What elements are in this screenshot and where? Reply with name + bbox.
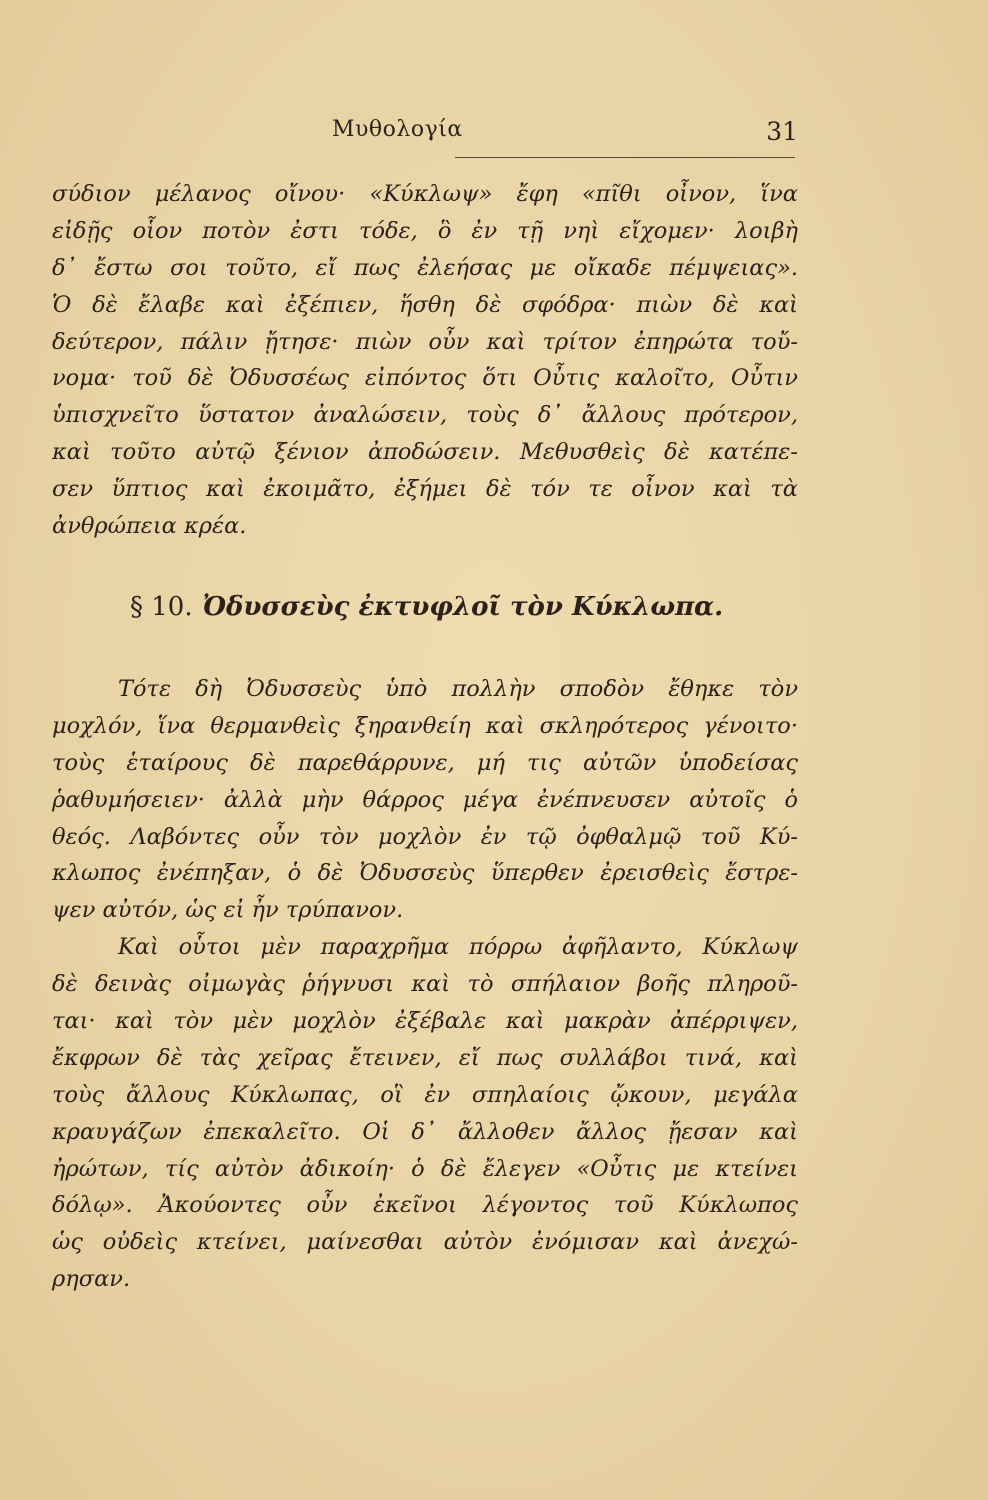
text-line: σεν ὕπτιος καὶ ἐκοιμᾶτο, ἐξήμει δὲ τόν τε οἶνον καὶ τὰ — [52, 476, 798, 503]
running-title: Μυθολογία — [332, 117, 463, 142]
text-line: σύδιον μέλανος οἴνου· «Κύκλωψ» ἔφη «πῖθι οἶνον, ἵνα — [52, 181, 798, 207]
text-line: Τότε δὴ Ὀδυσσεὺς ὑπὸ πολλὴν σποδὸν ἔθηκε τὸν — [118, 676, 798, 702]
text-line: κλωπος ἐνέπηξαν, ὁ δὲ Ὀδυσσεὺς ὕπερθεν ἐρεισθεὶς ἔστρε- — [52, 860, 798, 887]
text-line: δ᾽ ἔστω σοι τοῦτο, εἴ πως ἐλεήσας με οἴκαδε πέμψειας». — [52, 254, 798, 281]
text-line: νομα· τοῦ δὲ Ὀδυσσέως εἰπόντος ὅτι Οὖτις καλοῖτο, Οὖτιν — [52, 365, 798, 392]
text-line: ὡς οὐδεὶς κτείνει, μαίνεσθαι αὐτὸν ἐνόμισαν καὶ ἀνεχώ- — [52, 1229, 798, 1256]
text-line: ἠρώτων, τίς αὐτὸν ἀδικοίη· ὁ δὲ ἔλεγεν «Οὖτις με κτείνει — [52, 1155, 798, 1182]
header-rule — [455, 157, 795, 158]
text-line: ἔκφρων δὲ τὰς χεῖρας ἔτεινεν, εἴ πως συλλάβοι τινά, καὶ — [52, 1044, 798, 1071]
section-heading — [130, 592, 723, 622]
text-line: δεύτερον, πάλιν ᾔτησε· πιὼν οὖν καὶ τρίτον ἐπηρώτα τοὔ- — [52, 328, 798, 355]
text-line: δὲ δεινὰς οἰμωγὰς ῥήγνυσι καὶ τὸ σπήλαιον βοῆς πληροῦ- — [52, 971, 798, 998]
section-title: Ὀδυσσεὺς ἐκτυφλοῖ τὸν Κύκλωπα. — [202, 592, 724, 622]
text-line: ψεν αὐτόν, ὡς εἰ ἦν τρύπανον. — [52, 897, 404, 924]
paragraph-1 — [52, 176, 798, 545]
page-number: 31 — [766, 117, 798, 146]
text-line: ἀνθρώπεια κρέα. — [52, 513, 247, 540]
text-line: τοὺς ἄλλους Κύκλωπας, οἳ ἐν σπηλαίοις ᾤκουν, μεγάλα — [52, 1081, 798, 1108]
section-number: § 10. — [130, 592, 193, 622]
page-header — [52, 117, 798, 151]
paragraph-2-3 — [52, 671, 798, 1298]
text-line: κραυγάζων ἐπεκαλεῖτο. Οἱ δ᾽ ἄλλοθεν ἄλλος ᾔεσαν καὶ — [52, 1118, 798, 1145]
text-line: τοὺς ἑταίρους δὲ παρεθάρρυνε, μή τις αὐτῶν ὑποδείσας — [52, 749, 798, 776]
text-line: ται· καὶ τὸν μὲν μοχλὸν ἐξέβαλε καὶ μακρὰν ἀπέρριψεν, — [52, 1008, 798, 1035]
text-line: ρησαν. — [52, 1266, 131, 1293]
text-line: καὶ τοῦτο αὐτῷ ξένιον ἀποδώσειν. Μεθυσθεὶς δὲ κατέπε- — [52, 439, 798, 466]
text-line: ῥαθυμήσειεν· ἀλλὰ μὴν θάρρος μέγα ἐνέπνευσεν αὐτοῖς ὁ — [52, 786, 798, 813]
text-line: δόλῳ». Ἀκούοντες οὖν ἐκεῖνοι λέγοντος τοῦ Κύκλωπος — [52, 1192, 798, 1219]
text-line: μοχλόν, ἵνα θερμανθεὶς ξηρανθείη καὶ σκληρότερος γένοιτο· — [52, 712, 798, 739]
text-line: ὑπισχνεῖτο ὕστατον ἀναλώσειν, τοὺς δ᾽ ἄλλους πρότερον, — [52, 402, 798, 429]
text-line: Καὶ οὗτοι μὲν παραχρῆμα πόρρω ἀφῆλαντο, Κύκλωψ — [118, 934, 798, 961]
text-line: Ὁ δὲ ἔλαβε καὶ ἐξέπιεν, ἥσθη δὲ σφόδρα· πιὼν δὲ καὶ — [52, 291, 798, 318]
text-line: θεός. Λαβόντες οὖν τὸν μοχλὸν ἐν τῷ ὀφθαλμῷ τοῦ Κύ- — [52, 823, 798, 850]
text-line: εἰδῇς οἷον ποτὸν ἐστι τόδε, ὃ ἐν τῇ νηὶ εἴχομεν· λοιβὴ — [52, 217, 798, 244]
